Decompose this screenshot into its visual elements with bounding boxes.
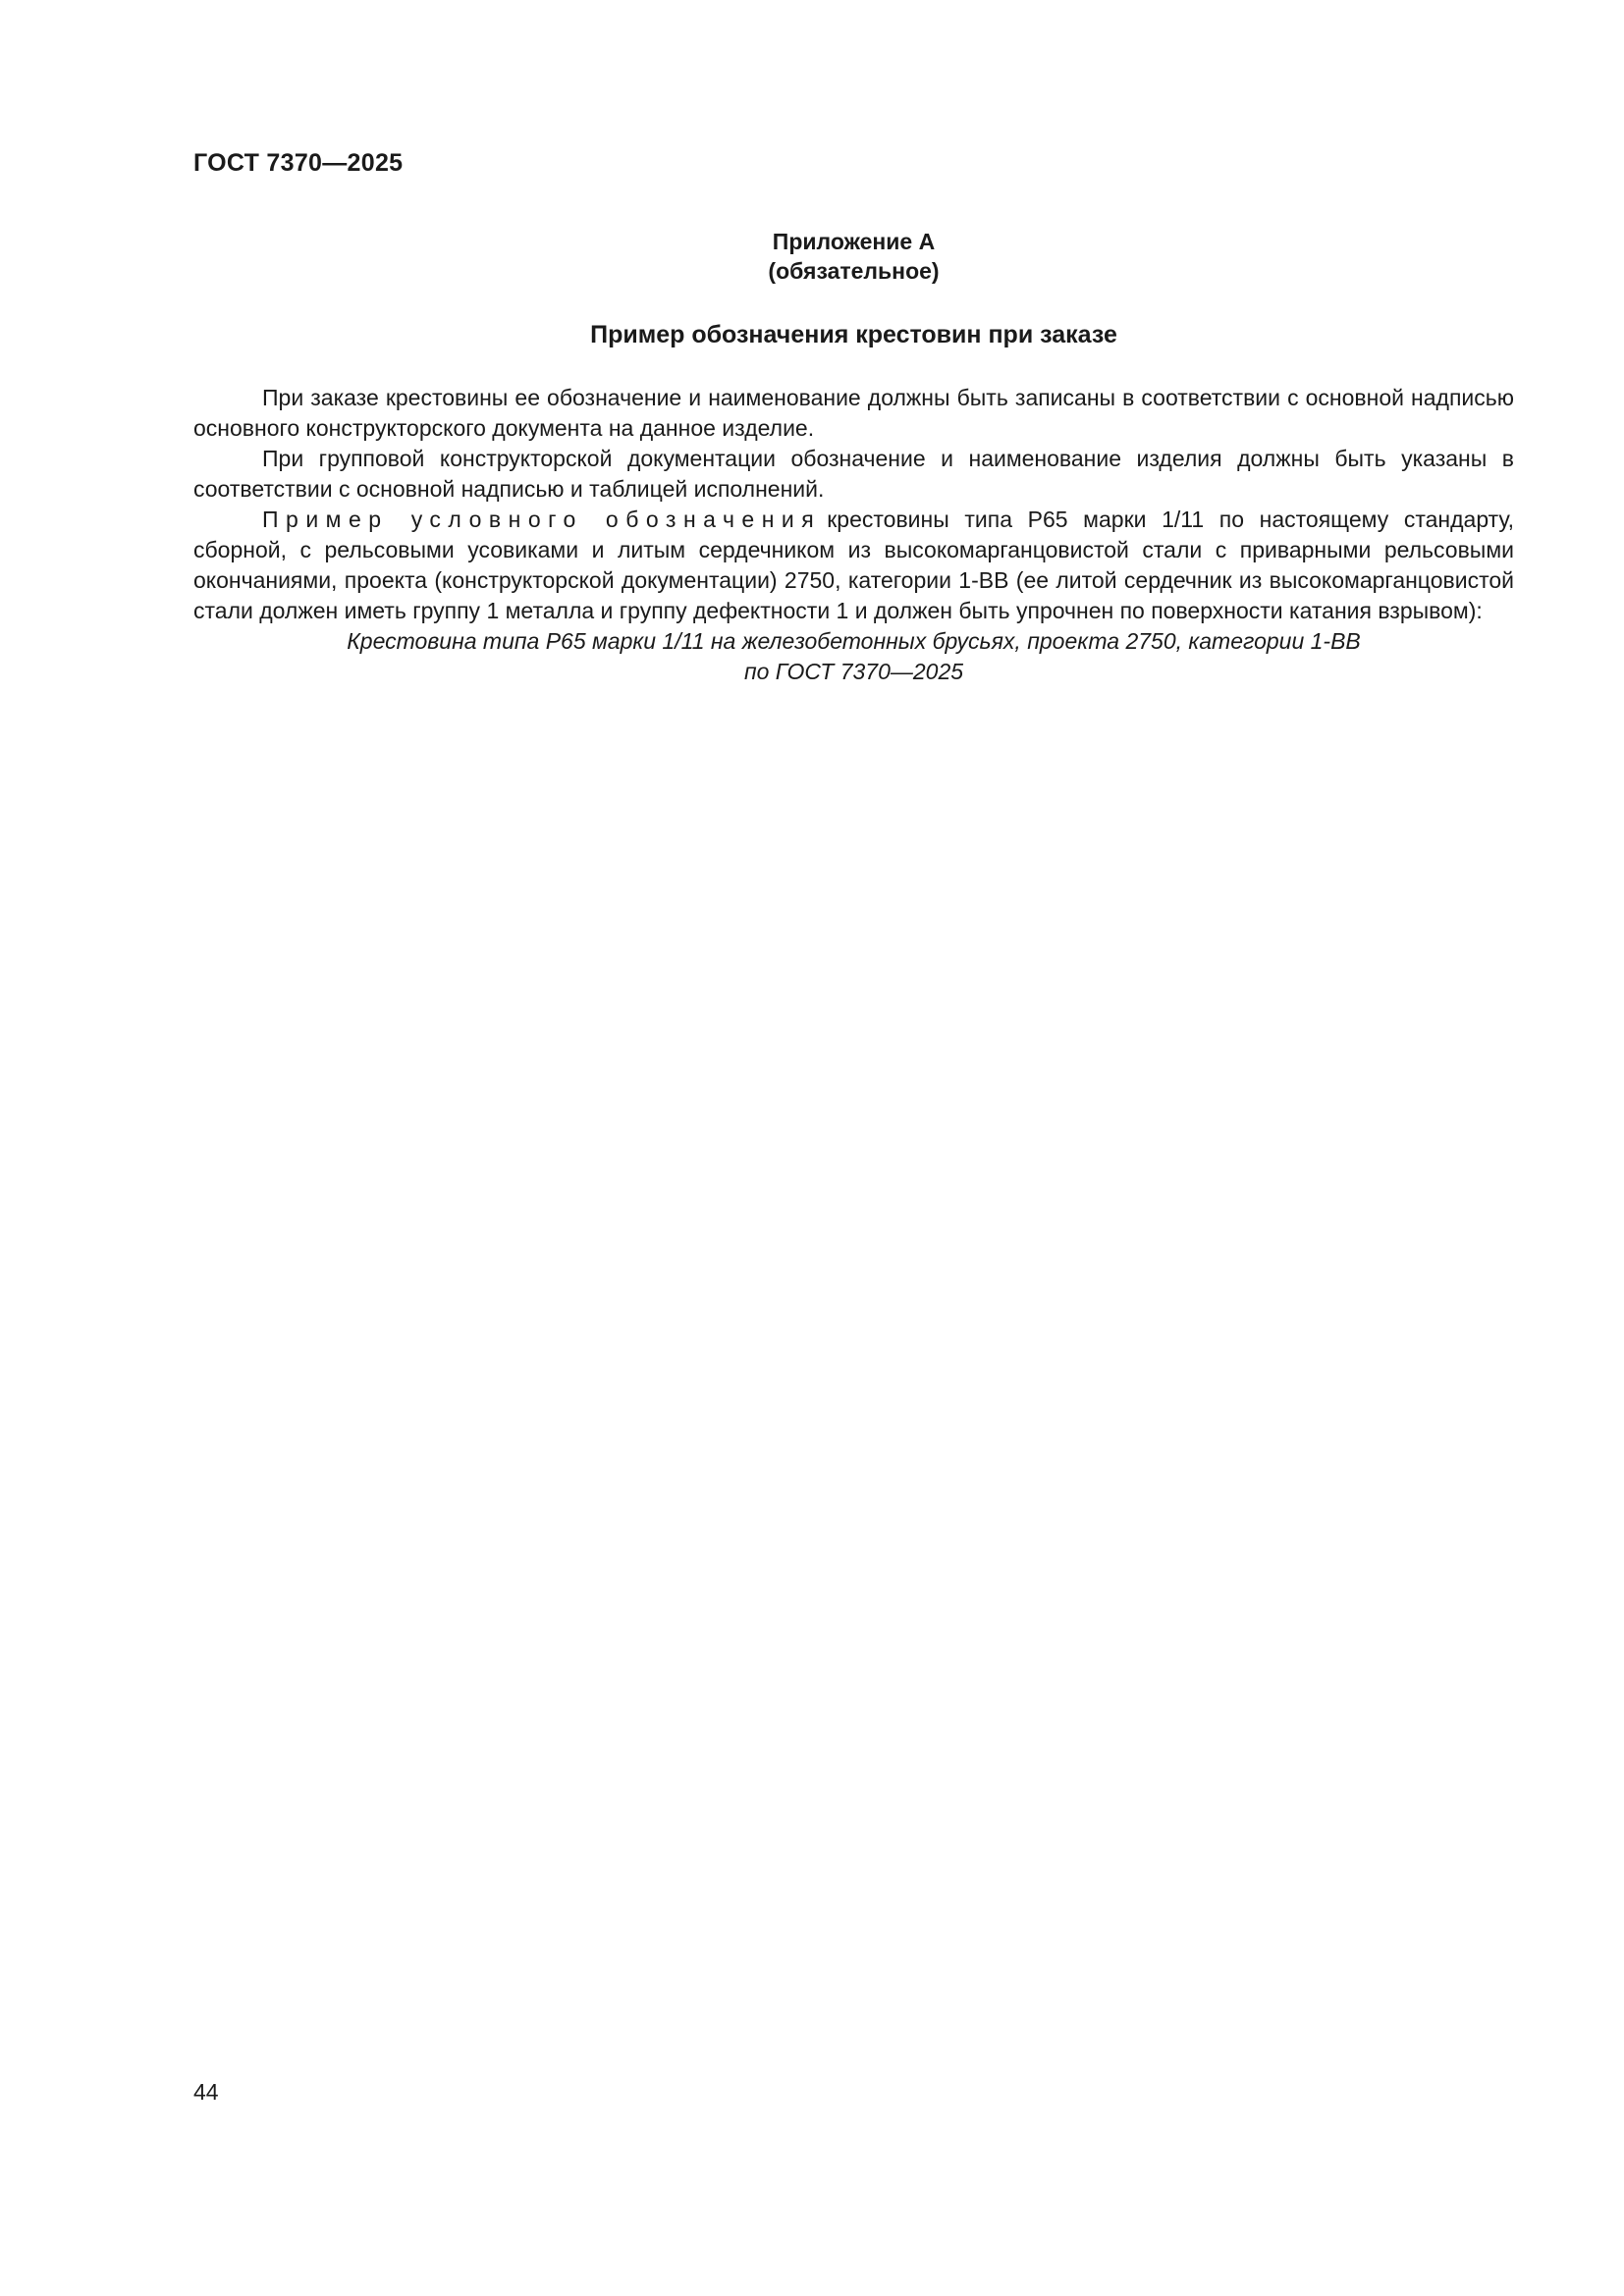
example-description: крестовины типа Р65 марки 1/11 по настоящему стандарту, сборной, с рельсовыми усовиками и литым сердечником из высокомарганцовистой стали с приварными рельсовыми окончаниями, проекта (конструкторской документации) 2750, категории 1-ВВ (ее литой сердечник из высокомарганцовистой стали должен иметь группу 1 металла и группу дефектности 1 и должен быть упрочнен по поверхности катания взрывом): — [193, 507, 1514, 623]
paragraph-2: При групповой конструкторской документации обозначение и наименование изделия должны быть указаны в соответствии с основной надписью и таблицей исполнений. — [193, 446, 1514, 502]
paragraph-3 — [193, 505, 1514, 626]
paragraph-1: При заказе крестовины ее обозначение и наименование должны быть записаны в соответствии с основной надписью основного конструкторского документа на данное изделие. — [193, 385, 1514, 441]
body-text — [193, 383, 1514, 687]
page-number: 44 — [193, 2079, 219, 2105]
appendix-heading — [193, 227, 1514, 286]
example-lead: Пример условного обозначения — [262, 507, 822, 532]
section-title: Пример обозначения крестовин при заказе — [590, 321, 1117, 348]
example-designation — [193, 626, 1514, 687]
example-designation-line-1: Крестовина типа Р65 марки 1/11 на железобетонных брусьях, проекта 2750, категории 1-ВВ — [347, 628, 1361, 654]
appendix-title: Приложение А — [772, 229, 936, 254]
example-designation-line-2: по ГОСТ 7370—2025 — [743, 659, 964, 684]
document-code: ГОСТ 7370—2025 — [193, 149, 404, 177]
appendix-status: (обязательное) — [768, 258, 940, 284]
